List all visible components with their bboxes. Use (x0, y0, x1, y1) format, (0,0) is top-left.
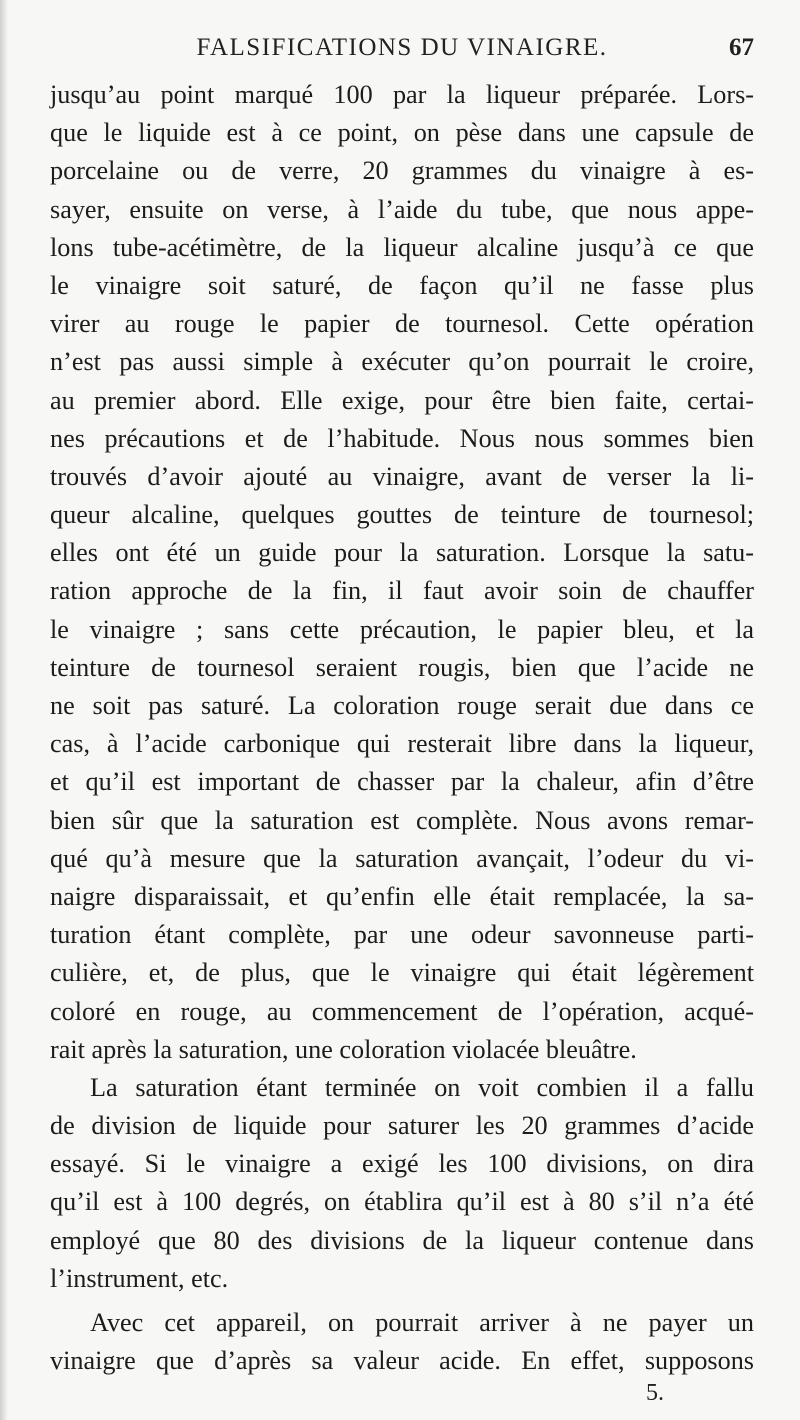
text-line: de division de liquide pour saturer les 20 grammes d’acide (50, 1111, 754, 1141)
text-line: l’instrument, etc. (50, 1263, 229, 1293)
page-number: 67 (729, 34, 754, 61)
text-line: rait après la saturation, une coloration violacée bleuâtre. (50, 1034, 637, 1064)
text-line: le vinaigre ; sans cette précaution, le papier bleu, et la (50, 614, 754, 644)
text-line: trouvés d’avoir ajouté au vinaigre, avant de verser la li- (50, 461, 754, 491)
text-line: qu’il est à 100 degrés, on établira qu’il est à 80 s’il n’a été (50, 1187, 754, 1217)
text-line: le vinaigre soit saturé, de façon qu’il ne fasse plus (50, 270, 754, 300)
text-line: ne soit pas saturé. La coloration rouge serait due dans ce (50, 691, 754, 720)
text-line: culière, et, de plus, que le vinaigre qui était légèrement (50, 958, 754, 988)
paragraph-3 (50, 1304, 754, 1380)
text-line: coloré en rouge, au commencement de l’opération, acqué- (50, 996, 754, 1026)
text-line: cas, à l’acide carbonique qui resterait libre dans la liqueur, (50, 729, 754, 759)
text-line: n’est pas aussi simple à exécuter qu’on pourrait le croire, (50, 347, 754, 377)
text-line: lons tube-acétimètre, de la liqueur alcaline jusqu’à ce que (50, 232, 754, 262)
page-gutter-shadow (0, 0, 8, 1420)
text-line: porcelaine ou de verre, 20 grammes du vinaigre à es- (50, 156, 754, 186)
text-line: qué qu’à mesure que la saturation avançait, l’odeur du vi- (50, 843, 754, 873)
paragraph-1 (50, 76, 754, 1069)
text-line: sayer, ensuite on verse, à l’aide du tube, que nous appe- (50, 194, 754, 224)
paragraph-2 (50, 1069, 754, 1298)
text-line: employé que 80 des divisions de la liqueur contenue dans (50, 1225, 754, 1255)
text-line: bien sûr que la saturation est complète. Nous avons remar- (50, 805, 754, 835)
text-line: queur alcaline, quelques gouttes de teinture de tournesol; (50, 500, 754, 530)
text-line: vinaigre que d’après sa valeur acide. En effet, supposons (50, 1346, 754, 1376)
body-text (50, 76, 754, 1380)
text-line: elles ont été un guide pour la saturation. Lorsque la satu- (50, 538, 754, 568)
text-line: jusqu’au point marqué 100 par la liqueur préparée. Lors- (50, 80, 754, 109)
running-title: FALSIFICATIONS DU VINAIGRE. (196, 34, 608, 61)
text-line: nes précautions et de l’habitude. Nous nous sommes bien (50, 423, 754, 453)
page-header (50, 34, 754, 70)
text-line: virer au rouge le papier de tournesol. Cette opération (50, 309, 754, 339)
text-line: essayé. Si le vinaigre a exigé les 100 divisions, on dira (50, 1149, 754, 1179)
text-line: que le liquide est à ce point, on pèse dans une capsule de (50, 118, 754, 148)
text-line: ration approche de la fin, il faut avoir soin de chauffer (50, 576, 754, 606)
signature-mark: 5. (646, 1380, 664, 1406)
text-line: turation étant complète, par une odeur savonneuse parti- (50, 920, 754, 950)
text-line: au premier abord. Elle exige, pour être bien faite, certai- (50, 385, 754, 415)
text-line: et qu’il est important de chasser par la chaleur, afin d’être (50, 767, 754, 797)
text-line: naigre disparaissait, et qu’enfin elle était remplacée, la sa- (50, 881, 754, 911)
text-line: teinture de tournesol seraient rougis, bien que l’acide ne (50, 652, 754, 682)
text-line: La saturation étant terminée on voit combien il a fallu (90, 1072, 754, 1102)
text-line: Avec cet appareil, on pourrait arriver à ne payer un (90, 1308, 754, 1337)
